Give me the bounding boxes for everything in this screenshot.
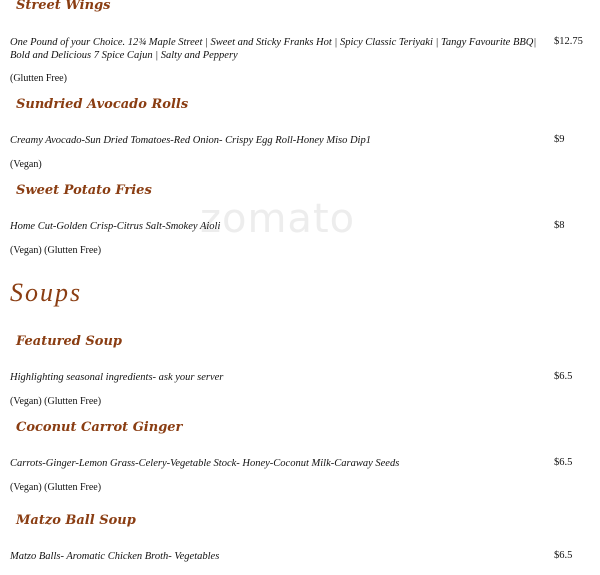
dish-description-featured-soup: Highlighting seasonal ingredients- ask your server (10, 372, 224, 383)
dish-description-coconut-carrot-ginger: Carrots-Ginger-Lemon Grass-Celery-Vegetable Stock- Honey-Coconut Milk-Caraway Seeds (10, 458, 400, 469)
dish-price-coconut-carrot-ginger: $6.5 (554, 457, 573, 468)
dish-title-matzo-ball-soup: Matzo Ball Soup (16, 513, 136, 528)
dish-description-sweet-potato-fries: Home Cut-Golden Crisp-Citrus Salt-Smokey Aioli (10, 221, 221, 232)
dish-price-featured-soup: $6.5 (554, 371, 573, 382)
dish-description-street-wings: One Pound of your Choice. 12¾ Maple Street | Sweet and Sticky Franks Hot | Spicy Classic Teriyaki | Tangy Favourite BBQ| Bold and Delicious 7 Spice Cajun | Salty and Peppery (10, 37, 537, 61)
dish-title-street-wings: Street Wings (16, 0, 111, 13)
dish-title-featured-soup: Featured Soup (16, 334, 123, 349)
dish-tags-sweet-potato-fries: (Vegan) (Glutten Free) (10, 245, 102, 256)
dish-title-sundried-avocado-rolls: Sundried Avocado Rolls (16, 97, 189, 112)
dish-title-coconut-carrot-ginger: Coconut Carrot Ginger (16, 420, 183, 435)
dish-description-sundried-avocado-rolls: Creamy Avocado-Sun Dried Tomatoes-Red Onion- Crispy Egg Roll-Honey Miso Dip1 (10, 135, 371, 146)
dish-price-street-wings: $12.75 (554, 36, 583, 47)
dish-description-matzo-ball-soup: Matzo Balls- Aromatic Chicken Broth- Vegetables (10, 551, 220, 562)
dish-price-sweet-potato-fries: $8 (554, 220, 565, 231)
dish-tags-featured-soup: (Vegan) (Glutten Free) (10, 396, 102, 407)
dish-price-sundried-avocado-rolls: $9 (554, 134, 565, 145)
dish-tags-street-wings: (Glutten Free) (10, 73, 67, 84)
section-heading-soups: Soups (10, 278, 83, 307)
dish-tags-sundried-avocado-rolls: (Vegan) (10, 159, 42, 170)
dish-tags-coconut-carrot-ginger: (Vegan) (Glutten Free) (10, 482, 102, 493)
zomato-watermark: zomato (200, 196, 356, 242)
dish-price-matzo-ball-soup: $6.5 (554, 550, 573, 561)
dish-title-sweet-potato-fries: Sweet Potato Fries (16, 183, 152, 198)
